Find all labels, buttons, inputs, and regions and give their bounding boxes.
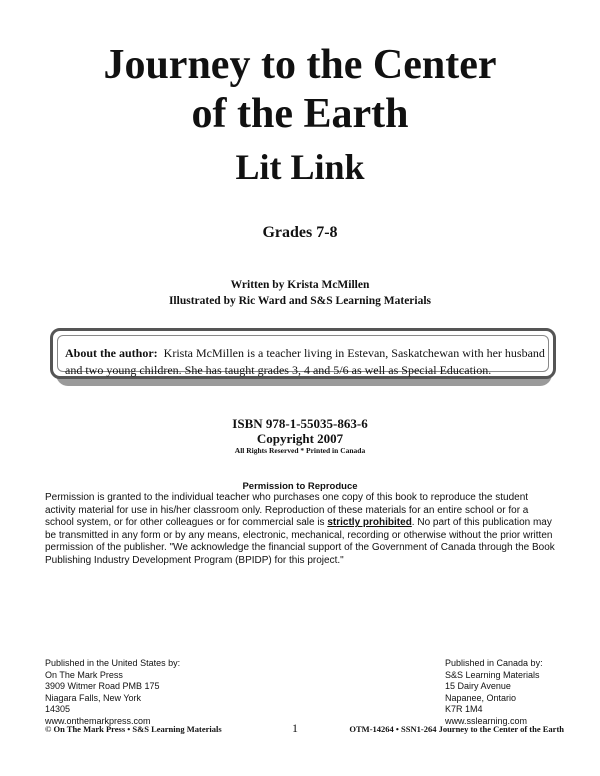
permission-title: Permission to Reproduce	[242, 481, 358, 492]
title-line-1: Journey to the Center	[103, 42, 497, 88]
about-author-label: About the author:	[65, 346, 158, 360]
permission-text-after: . No part of this publication may be transmitted in any form or by any means, electronic, mechanical, recording or otherwise without the prior written permission of the publisher. "We acknowledge the financial support of the Government of Canada through the Book Publishing Industry Development Program (BPIDP) for this project."	[45, 517, 555, 566]
isbn: ISBN 978-1-55035-863-6	[232, 416, 368, 431]
copyright: Copyright 2007	[256, 431, 344, 446]
publisher-ca-line: K7R 1M4	[445, 704, 483, 714]
publisher-us-line: 14305	[45, 704, 71, 714]
page-number: 1	[292, 721, 298, 735]
about-author-body: Krista McMillen is a teacher living in Estevan, Saskatchewan with her husband and two young children. She has taught grades 3, 4 and 5/6 as well as Special Education.	[65, 346, 545, 377]
about-author-box	[50, 328, 550, 384]
publisher-us-line: Published in the United States by:	[45, 658, 181, 668]
publisher-us-website[interactable]: www.onthemarkpress.com	[45, 715, 151, 726]
publisher-ca-line: Published in Canada by:	[445, 658, 543, 668]
grades-label: Grades 7-8	[262, 224, 338, 241]
publisher-us-line: Niagara Falls, New York	[45, 692, 142, 703]
about-author-text	[65, 345, 547, 379]
author-credit: Written by Krista McMillen	[230, 279, 370, 291]
about-author-frame	[50, 328, 556, 379]
publisher-ca-website[interactable]: www.sslearning.com	[445, 715, 528, 726]
publisher-us	[45, 658, 245, 727]
publisher-ca-line: Napanee, Ontario	[445, 692, 517, 703]
permission-text-before: Permission is granted to the individual teacher who purchases one copy of this book to reproduce the student activity material for use in his/her classroom only. Reproduction of these materials for an entire school or for a school system, or for other colleagues or for commercial sale is	[45, 492, 529, 529]
footer-left: © On The Mark Press • S&S Learning Materials	[45, 724, 222, 734]
publisher-ca-line: S&S Learning Materials	[445, 669, 540, 680]
title-line-2: of the Earth	[191, 91, 409, 137]
permission-body	[45, 492, 560, 568]
rights-notice: All Rights Reserved * Printed in Canada	[234, 446, 366, 455]
permission-emphasis: strictly prohibited	[327, 517, 412, 529]
footer-right: OTM-14264 • SSN1-264 Journey to the Center of the Earth	[349, 724, 564, 734]
publisher-us-line: On The Mark Press	[45, 669, 123, 680]
publisher-ca-line: 15 Dairy Avenue	[445, 681, 511, 691]
title-line-3: Lit Link	[235, 147, 365, 187]
publisher-canada	[445, 658, 595, 727]
publisher-us-line: 3909 Witmer Road PMB 175	[45, 681, 160, 691]
illustrator-credit: Illustrated by Ric Ward and S&S Learning Materials	[168, 295, 432, 307]
